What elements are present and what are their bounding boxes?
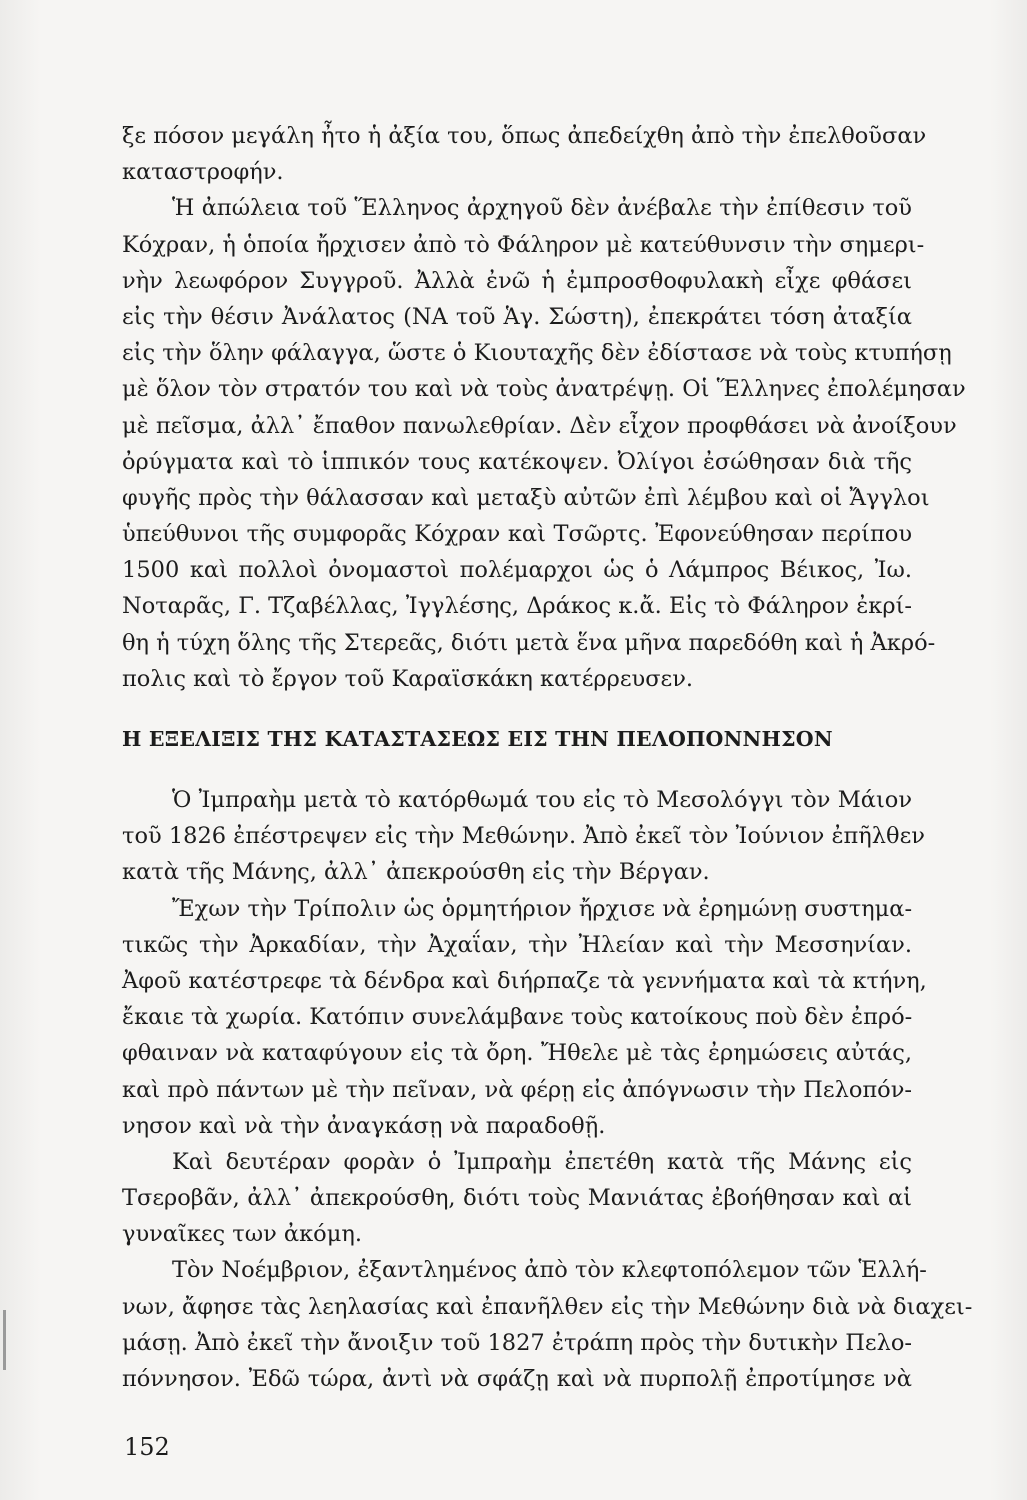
text-line: μὲ πεῖσμα, ἀλλ᾽ ἔπαθον πανωλεθρίαν. Δὲν εἶχον προφθάσει νὰ ἀνοίξουν bbox=[122, 412, 957, 439]
text-line: 1500 καὶ πολλοὶ ὀνομαστοὶ πολέμαρχοι ὡς ὁ Λάμπρος Βέικος, Ἰω. bbox=[122, 557, 912, 584]
scan-edge-mark bbox=[3, 1310, 6, 1370]
text-line: Τὸν Νοέμβριον, ἐξαντλημένος ἀπὸ τὸν κλεφτοπόλεμον τῶν Ἑλλή- bbox=[172, 1257, 927, 1284]
text-line: κατὰ τῆς Μάνης, ἀλλ᾽ ἀπεκρούσθη εἰς τὴν Βέργαν. bbox=[122, 859, 710, 886]
text-line: Νοταρᾶς, Γ. Τζαβέλλας, Ἰγγλέσης, Δράκος κ.ἄ. Εἰς τὸ Φάληρον ἐκρί- bbox=[122, 593, 912, 620]
text-line: φυγῆς πρὸς τὴν θάλασσαν καὶ μεταξὺ αὐτῶν ἐπὶ λέμβου καὶ οἱ Ἄγγλοι bbox=[122, 484, 930, 511]
text-line: θη ἡ τύχη ὅλης τῆς Στερεᾶς, διότι μετὰ ἕνα μῆνα παρεδόθη καὶ ἡ Ἀκρό- bbox=[122, 629, 936, 656]
text-line: τοῦ 1826 ἐπέστρεψεν εἰς τὴν Μεθώνην. Ἀπὸ ἐκεῖ τὸν Ἰούνιον ἐπῆλθεν bbox=[122, 823, 925, 850]
paragraph-block-2 bbox=[122, 782, 973, 1397]
text-line: γυναῖκες των ἀκόμη. bbox=[122, 1221, 362, 1248]
text-line: εἰς τὴν θέσιν Ἀνάλατος (ΝΑ τοῦ Ἁγ. Σώστη), ἐπεκράτει τόση ἀταξία bbox=[122, 303, 912, 330]
paragraph-block-1 bbox=[122, 118, 966, 697]
text-line: Ἔχων τὴν Τρίπολιν ὡς ὁρμητήριον ἤρχισε νὰ ἐρημώνῃ συστημα- bbox=[172, 895, 913, 922]
text-line: πόννησον. Ἐδῶ τώρα, ἀντὶ νὰ σφάζῃ καὶ νὰ πυρπολῇ ἐπροτίμησε νὰ bbox=[122, 1366, 912, 1392]
text-line: νων, ἄφησε τὰς λεηλασίας καὶ ἐπανῆλθεν εἰς τὴν Μεθώνην διὰ νὰ διαχει- bbox=[122, 1293, 973, 1320]
text-line: τικῶς τὴν Ἀρκαδίαν, τὴν Ἀχαΐαν, τὴν Ἠλείαν καὶ τὴν Μεσσηνίαν. bbox=[122, 931, 912, 958]
text-line: Ἡ ἀπώλεια τοῦ Ἕλληνος ἀρχηγοῦ δὲν ἀνέβαλε τὴν ἐπίθεσιν τοῦ bbox=[172, 195, 912, 222]
text-line: Τσεροβᾶν, ἀλλ᾽ ἀπεκρούσθη, διότι τοὺς Μανιάτας ἐβοήθησαν καὶ αἱ bbox=[122, 1185, 912, 1212]
text-line: Καὶ δευτέραν φορὰν ὁ Ἰμπραὴμ ἐπετέθη κατὰ τῆς Μάνης εἰς bbox=[172, 1148, 912, 1175]
text-line: ὑπεύθυνοι τῆς συμφορᾶς Κόχραν καὶ Τσῶρτς. Ἐφονεύθησαν περίπου bbox=[122, 521, 912, 548]
text-line: πολις καὶ τὸ ἔργον τοῦ Καραϊσκάκη κατέρρευσεν. bbox=[122, 665, 694, 692]
text-line: μὲ ὅλον τὸν στρατόν του καὶ νὰ τοὺς ἀνατρέψῃ. Οἱ Ἕλληνες ἐπολέμησαν bbox=[122, 376, 966, 403]
text-line: καὶ πρὸ πάντων μὲ τὴν πεῖναν, νὰ φέρῃ εἰς ἀπόγνωσιν τὴν Πελοπόν- bbox=[122, 1076, 912, 1103]
text-line: ξε πόσον μεγάλη ἦτο ἡ ἀξία του, ὅπως ἀπεδείχθη ἀπὸ τὴν ἐπελθοῦσαν bbox=[122, 123, 927, 149]
text-line: ὀρύγματα καὶ τὸ ἱππικόν τους κατέκοψεν. Ὀλίγοι ἐσώθησαν διὰ τῆς bbox=[122, 448, 912, 475]
text-line: ἔκαιε τὰ χωρία. Κατόπιν συνελάμβανε τοὺς κατοίκους ποὺ δὲν ἐπρό- bbox=[122, 1004, 913, 1031]
text-line: εἰς τὴν ὅλην φάλαγγα, ὥστε ὁ Κιουταχῆς δὲν ἐδίστασε νὰ τοὺς κτυπήσῃ bbox=[122, 340, 952, 367]
text-line: Ὁ Ἰμπραὴμ μετὰ τὸ κατόρθωμά του εἰς τὸ Μεσολόγγι τὸν Μάιον bbox=[172, 787, 912, 813]
text-line: νησον καὶ νὰ τὴν ἀναγκάσῃ νὰ παραδοθῇ. bbox=[122, 1112, 606, 1139]
text-line: νὴν λεωφόρον Συγγροῦ. Ἀλλὰ ἐνῶ ἡ ἐμπροσθοφυλακὴ εἶχε φθάσει bbox=[122, 267, 912, 294]
section-heading: Η ΕΞΕΛΙΞΙΣ ΤΗΣ ΚΑΤΑΣΤΑΣΕΩΣ ΕΙΣ ΤΗΝ ΠΕΛΟΠΟΝΝΗΣΟΝ bbox=[122, 727, 833, 751]
text-line: Κόχραν, ἡ ὁποία ἤρχισεν ἀπὸ τὸ Φάληρον μὲ κατεύθυνσιν τὴν σημερι- bbox=[122, 231, 925, 258]
page-number: 152 bbox=[124, 1433, 170, 1461]
text-line: μάσῃ. Ἀπὸ ἐκεῖ τὴν ἄνοιξιν τοῦ 1827 ἐτράπη πρὸς τὴν δυτικὴν Πελο- bbox=[122, 1329, 912, 1356]
text-line: Ἀφοῦ κατέστρεφε τὰ δένδρα καὶ διήρπαζε τὰ γεννήματα καὶ τὰ κτήνη, bbox=[122, 967, 927, 994]
text-line: καταστροφήν. bbox=[122, 159, 284, 186]
text-line: φθαιναν νὰ καταφύγουν εἰς τὰ ὄρη. Ἤθελε μὲ τὰς ἐρημώσεις αὐτάς, bbox=[122, 1040, 912, 1067]
